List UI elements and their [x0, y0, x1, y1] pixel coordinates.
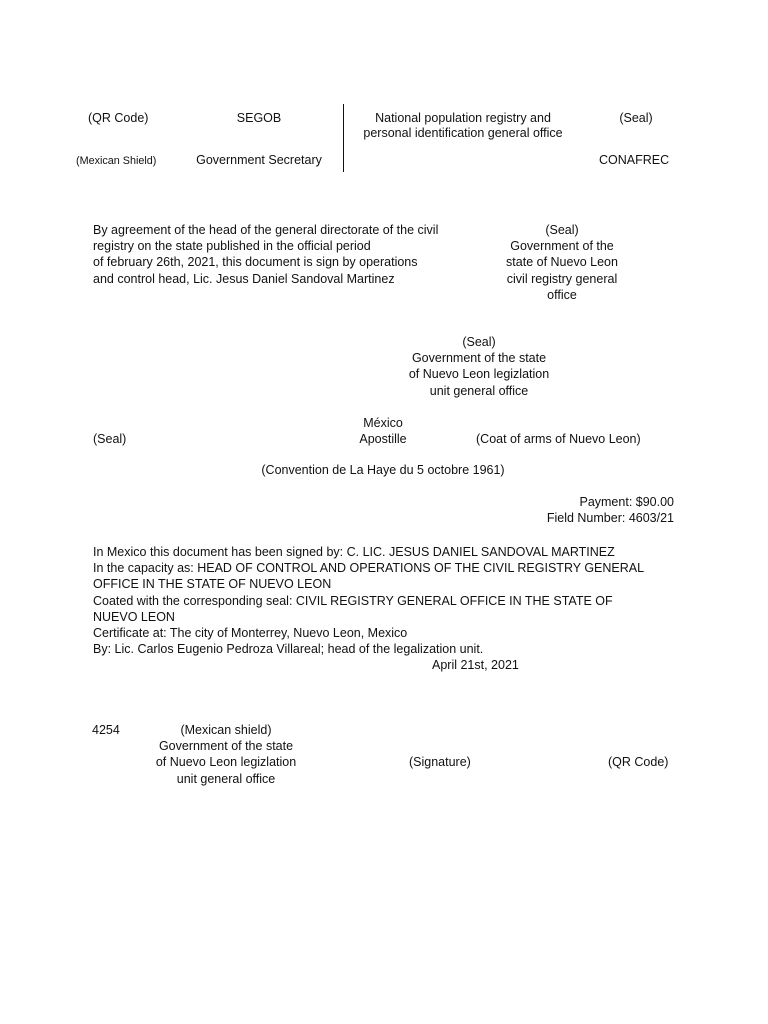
seal-line: of Nuevo Leon legizlation — [408, 367, 550, 382]
header-seal: (Seal) — [619, 111, 653, 125]
seal-line: office — [547, 287, 577, 302]
apostille-country: México — [363, 416, 403, 430]
footer-shield-line: (Mexican shield) — [180, 723, 272, 737]
seal-line: Government of the state — [411, 351, 547, 366]
header-qr-code-placeholder: (QR Code) — [88, 111, 149, 125]
agreement-paragraph — [93, 222, 438, 287]
legalization-seal — [394, 334, 564, 399]
certification-line: In the capacity as: HEAD OF CONTROL AND OPERATIONS OF THE CIVIL REGISTRY GENERAL — [93, 561, 645, 576]
header-registry-line-1: National population registry and — [375, 111, 551, 125]
certification-line: Certificate at: The city of Monterrey, Nuevo Leon, Mexico — [93, 626, 408, 641]
apostille-coat-of-arms: (Coat of arms of Nuevo Leon) — [476, 432, 641, 446]
seal-line: (Seal) — [462, 335, 496, 349]
footer-signature: (Signature) — [409, 755, 471, 769]
certification-date: April 21st, 2021 — [432, 658, 519, 672]
footer-shield-line: unit general office — [176, 771, 276, 786]
seal-line: (Seal) — [545, 223, 579, 237]
certification-paragraph — [93, 544, 644, 657]
footer-number: 4254 — [92, 723, 120, 737]
apostille-convention: (Convention de La Haye du 5 octobre 1961) — [261, 463, 505, 477]
agreement-line: and control head, Lic. Jesus Daniel Sandoval Martinez — [93, 271, 395, 286]
apostille-title: Apostille — [359, 432, 407, 446]
civil-registry-seal — [492, 222, 632, 303]
header-registry-line-2: personal identification general office — [363, 126, 563, 140]
seal-line: state of Nuevo Leon — [506, 255, 618, 270]
footer-shield-block — [141, 722, 311, 787]
certification-line: NUEVO LEON — [93, 609, 175, 624]
field-number: Field Number: 4603/21 — [546, 511, 674, 525]
header-divider — [343, 104, 344, 172]
agreement-line: By agreement of the head of the general directorate of the civil — [93, 223, 439, 237]
agreement-line: of february 26th, 2021, this document is sign by operations — [93, 255, 418, 270]
header-mexican-shield: (Mexican Shield) — [76, 155, 157, 167]
footer-shield-line: Government of the state — [158, 739, 294, 754]
apostille-seal: (Seal) — [93, 432, 127, 446]
certification-line: In Mexico this document has been signed by: C. LIC. JESUS DANIEL SANDOVAL MARTINEZ — [93, 545, 615, 559]
payment-amount: Payment: $90.00 — [579, 495, 674, 509]
agreement-line: registry on the state published in the official period — [93, 239, 371, 254]
footer-shield-line: of Nuevo Leon legizlation — [155, 755, 297, 770]
seal-line: Government of the — [510, 239, 614, 254]
certification-line: By: Lic. Carlos Eugenio Pedroza Villareal; head of the legalization unit. — [93, 642, 484, 657]
seal-line: civil registry general — [506, 271, 618, 286]
header-government-secretary: Government Secretary — [196, 153, 322, 167]
header-segob: SEGOB — [236, 111, 282, 125]
header-conafrec: CONAFREC — [599, 153, 670, 167]
seal-line: unit general office — [429, 383, 529, 398]
certification-line: Coated with the corresponding seal: CIVIL REGISTRY GENERAL OFFICE IN THE STATE OF — [93, 593, 613, 608]
certification-line: OFFICE IN THE STATE OF NUEVO LEON — [93, 577, 332, 592]
footer-qr-code: (QR Code) — [608, 755, 669, 769]
